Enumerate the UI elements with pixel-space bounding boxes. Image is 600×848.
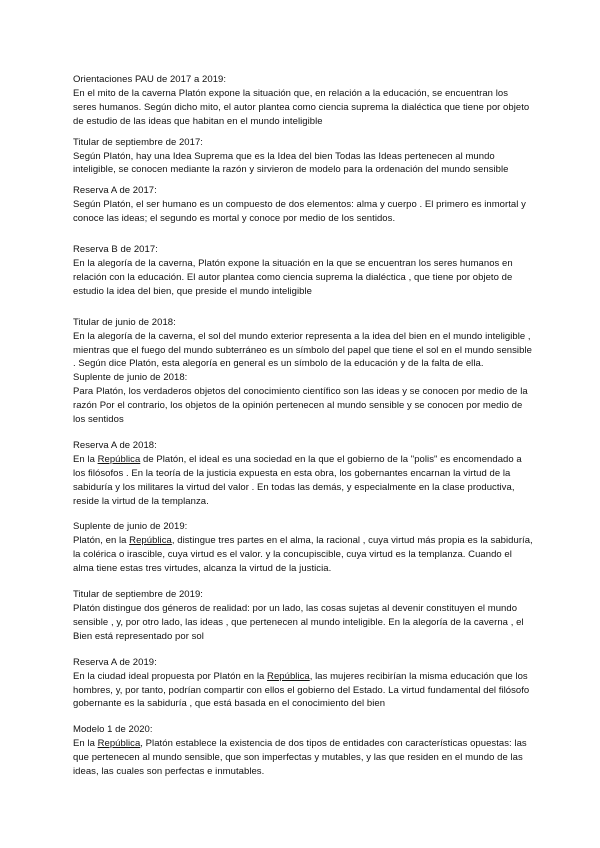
section-heading: Suplente de junio de 2019: <box>73 521 188 533</box>
republica-title: República <box>129 535 172 547</box>
section-body: En la alegoría de la caverna, Platón expone la situación en la que se encuentran los seres humanos en relación con la educación. El autor plantea como ciencia suprema la dialéctica , que tiene por objeto de estudio la idea del bien, que preside el mundo inteligible <box>73 257 513 297</box>
section-heading: Reserva A de 2018: <box>73 439 157 451</box>
section-reserva-b-2017 <box>73 243 533 299</box>
body-text: , las mujeres recibirían la misma educación que los hombres, y, por tanto, podrían compartir con ellos el gobierno del Estado. La virtud fundamental del filósofo gobernante es la sabiduría , que está basada en el conocimiento del bien <box>73 670 530 710</box>
section-heading: Orientaciones PAU de 2017 a 2019: <box>73 74 227 85</box>
section-body: Según Platón, hay una Idea Suprema que es la Idea del bien Todas las Ideas pertenecen al mundo inteligible, se conocen mediante la razón y sirvieron de modelo para la ordenación del mundo sensible <box>73 150 509 176</box>
body-text: En la <box>73 738 98 750</box>
section-reserva-a-2017 <box>73 184 533 226</box>
republica-title: República <box>267 670 310 682</box>
body-text: de Platón, el ideal es una sociedad en la que el gobierno de la "polis" es encomendado a los filósofos . En la teoría de la justicia expuesta en esta obra, los gobernantes encarnan la virtud de la sabiduría y los militares la virtud del valor . En todas las demás, y especialmente en la clase productiva, reside la virtud de la templanza. <box>73 453 522 507</box>
section-body: En la alegoría de la caverna, el sol del mundo exterior representa a la idea del bien en el mundo inteligible , mientras que el fuego del mundo subterráneo es un símbolo del papel que tiene el sol en el mundo sensible . Según dice Platón, esta alegoría en general es un símbolo de la educación y de la falta de ella. <box>73 330 532 370</box>
section-body <box>73 670 533 712</box>
section-body <box>73 737 533 779</box>
section-heading: Titular de septiembre de 2019: <box>73 589 204 601</box>
section-body <box>73 534 533 576</box>
section-heading: Titular de junio de 2018: <box>73 316 176 328</box>
section-suplente-junio-2018 <box>73 371 533 427</box>
section-modelo-1-2020 <box>73 723 533 779</box>
section-body <box>73 453 533 509</box>
document-content <box>73 73 533 779</box>
republica-title: República <box>97 738 141 750</box>
section-titular-septiembre-2017 <box>73 136 533 178</box>
section-body: Para Platón, los verdaderos objetos del conocimiento científico son las ideas y se conocen por medio de la razón Por el contrario, los objetos de la opinión pertenecen al mundo sensible y se conocen por medio de los sentidos <box>73 386 528 426</box>
body-text: , Platón establece la existencia de dos tipos de entidades con características opuestas: las que pertenecen al mundo sensible, que son imperfectas y mutables, y las que residen en el mundo de las ideas, las cuales son perfectas e inmutables. <box>73 738 527 778</box>
section-body: Platón distingue dos géneros de realidad: por un lado, las cosas sujetas al devenir constituyen el mundo sensible , y, por otro lado, las ideas , que pertenecen al mundo inteligible. En la alegoría de la caverna , el Bien está representado por sol <box>73 603 524 642</box>
body-text: , distingue tres partes en el alma, la racional , cuya virtud más propia es la sabiduría, la colérica o irascible, cuya virtud es el valor. y la concupiscible, cuya virtud es la templanza. Cuando el alma tiene estas tres virtudes, alcanza la virtud de la justicia. <box>73 535 533 575</box>
section-titular-junio-2018 <box>73 316 533 372</box>
section-reserva-a-2019 <box>73 656 533 712</box>
section-titular-septiembre-2019 <box>73 588 533 644</box>
body-text: En la ciudad ideal propuesta por Platón en la <box>73 670 268 682</box>
section-heading: Modelo 1 de 2020: <box>73 724 153 736</box>
section-heading: Titular de septiembre de 2017: <box>73 136 204 148</box>
republica-title: República <box>97 453 141 465</box>
section-body: Según Platón, el ser humano es un compuesto de dos elementos: alma y cuerpo . El primero es inmortal y conoce las ideas; el segundo es mortal y conoce por medio de los sentidos. <box>73 199 526 225</box>
section-heading: Suplente de junio de 2018: <box>73 372 188 384</box>
section-suplente-junio-2019 <box>73 520 533 576</box>
section-orientaciones-pau <box>73 73 533 129</box>
body-text: Platón, en la <box>73 535 130 547</box>
body-text: En la <box>73 453 98 465</box>
section-heading: Reserva B de 2017: <box>73 244 158 256</box>
section-reserva-a-2018 <box>73 439 533 509</box>
section-heading: Reserva A de 2019: <box>73 656 157 668</box>
section-heading: Reserva A de 2017: <box>73 185 157 197</box>
section-body: En el mito de la caverna Platón expone la situación que, en relación a la educación, se encuentran los seres humanos. Según dicho mito, el autor plantea como ciencia suprema la dialéctica que tiene por objeto de estudio de las ideas que habitan en el mundo inteligible <box>73 87 530 127</box>
